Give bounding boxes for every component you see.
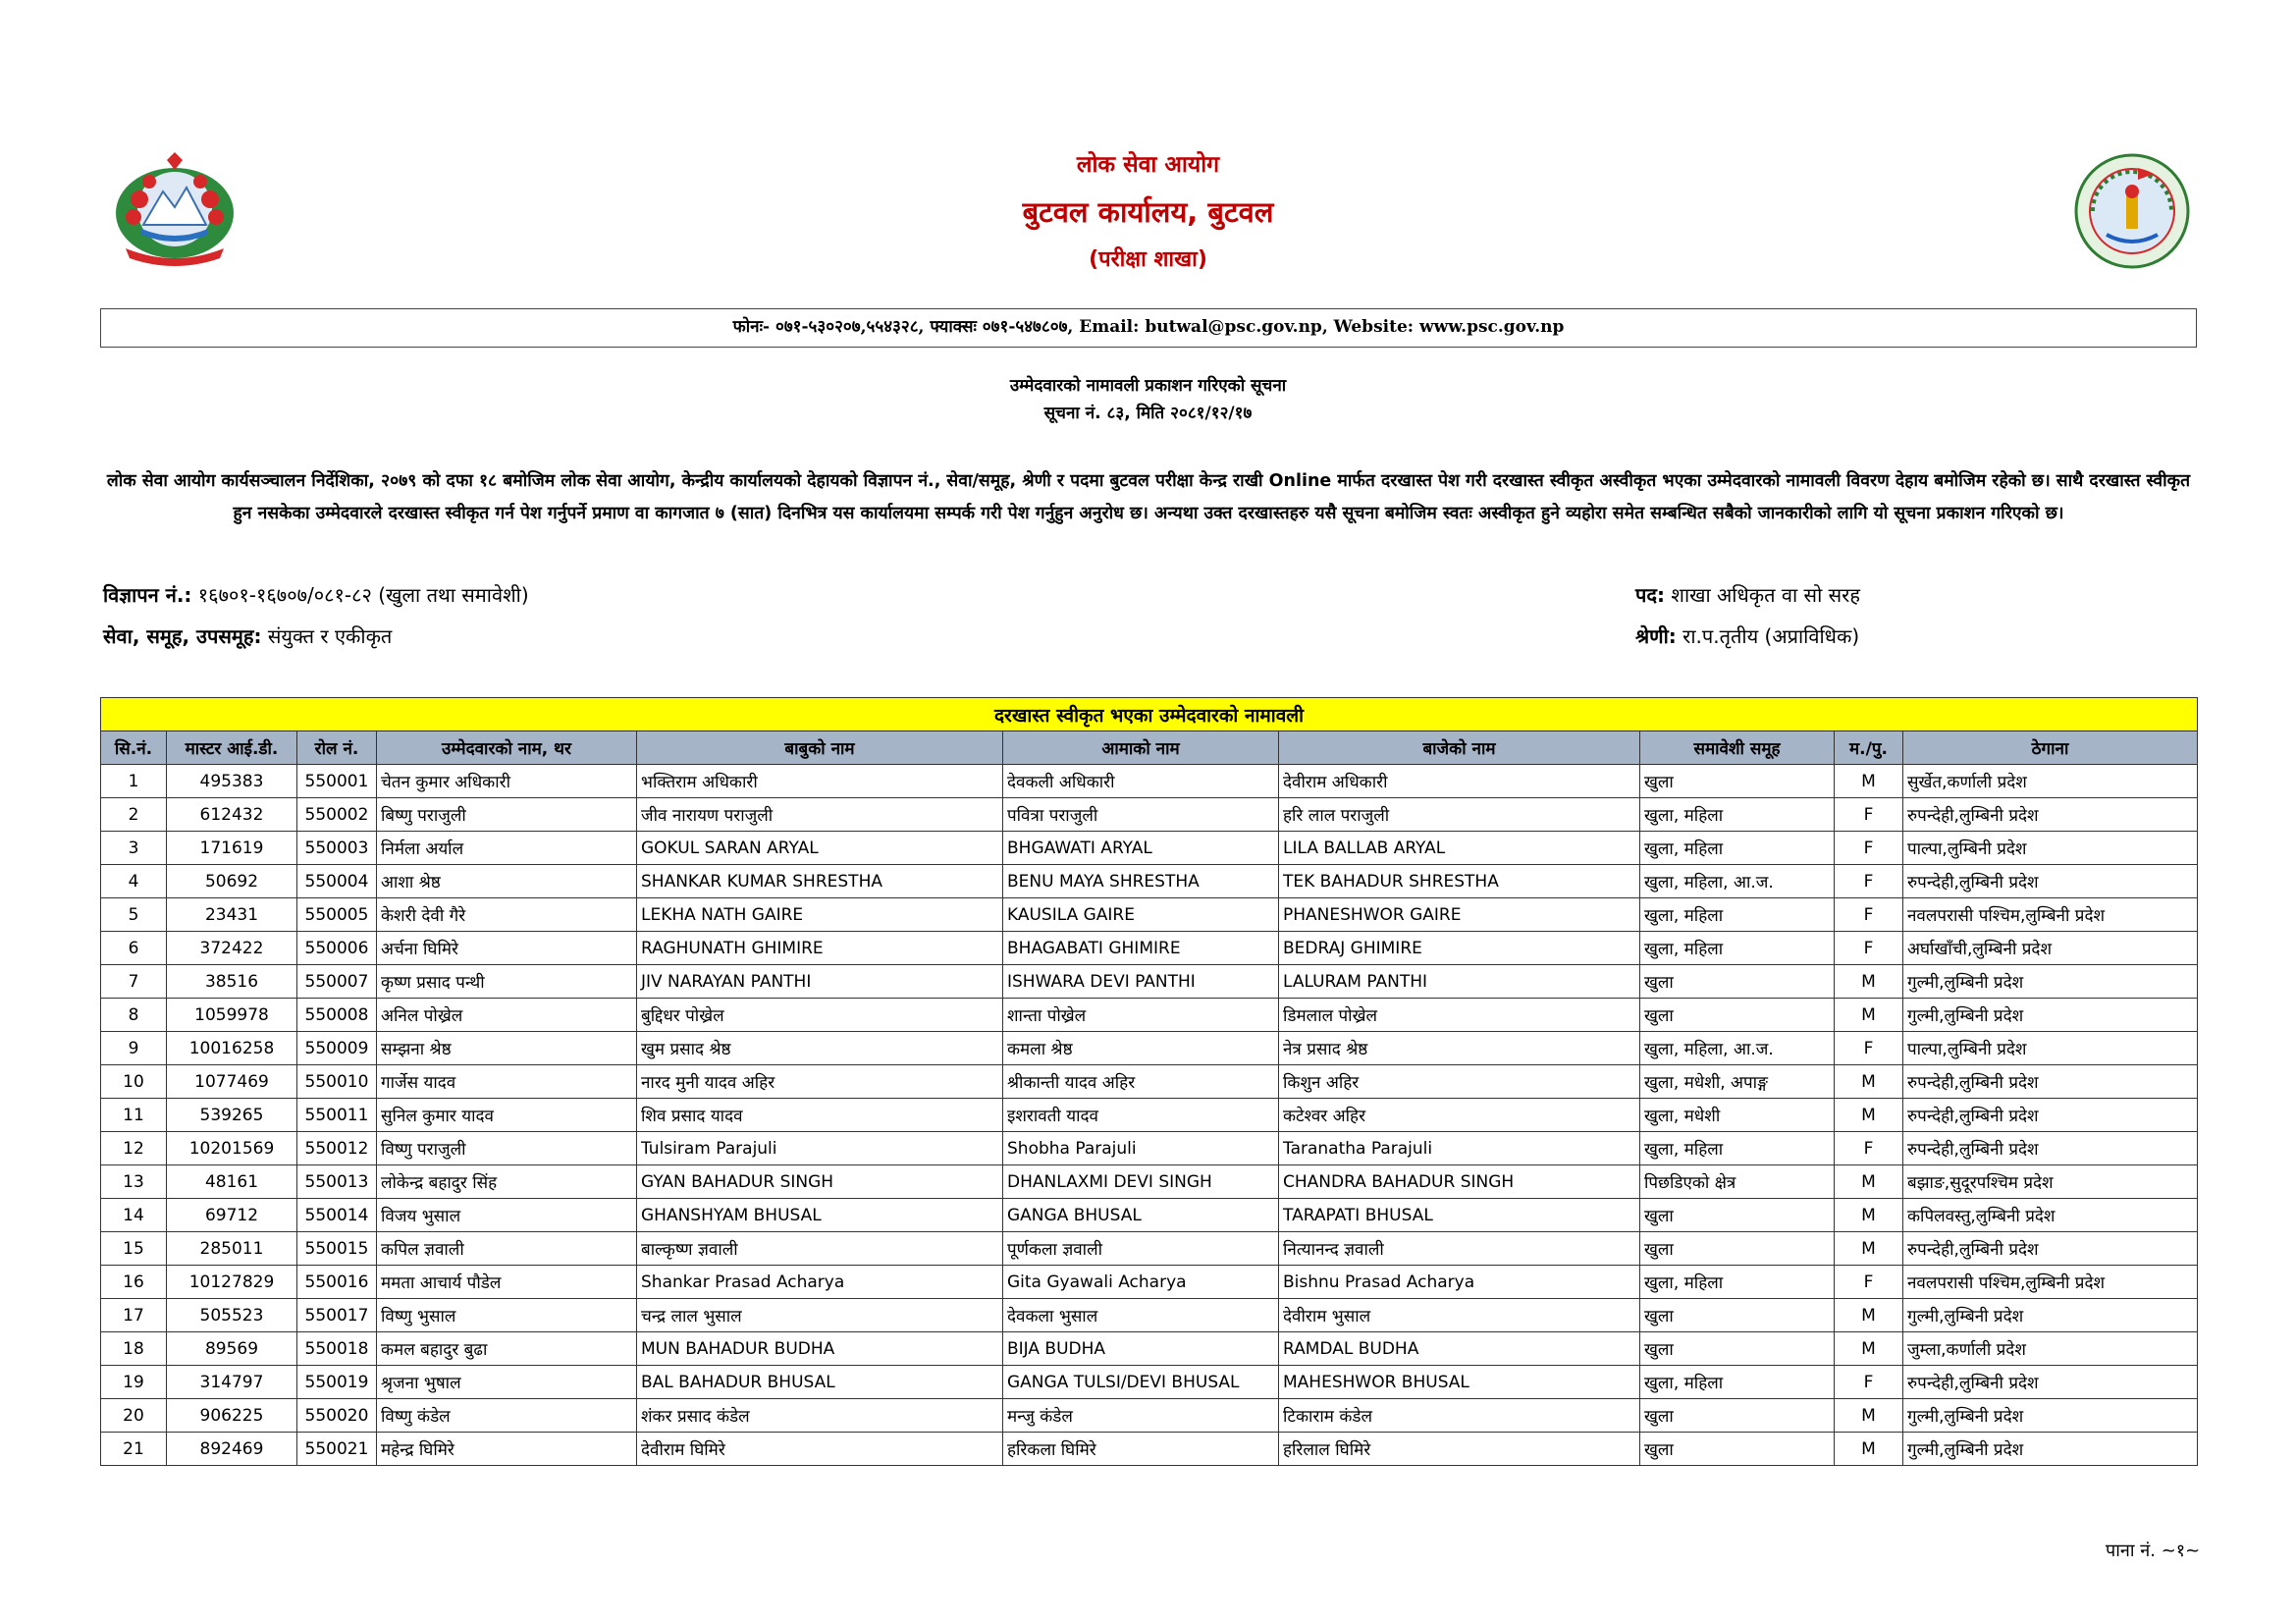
- father-name-cell: नारद मुनी यादव अहिर: [637, 1065, 1003, 1099]
- adv-label: विज्ञापन नं.:: [103, 583, 192, 607]
- service-value: संयुक्त र एकीकृत: [267, 624, 393, 648]
- grandfather-name-cell: नित्यानन्द ज्ञवाली: [1279, 1232, 1640, 1266]
- table-row: [101, 1165, 2198, 1199]
- table-row: [101, 798, 2198, 832]
- gender-cell: M: [1835, 1165, 1903, 1199]
- mother-name-cell: BIJA BUDHA: [1003, 1332, 1279, 1366]
- inclusion-group-cell: खुला, मधेशी: [1640, 1099, 1835, 1132]
- candidate-name-cell: अनिल पोख्रेल: [377, 999, 637, 1032]
- master-id-cell: 539265: [167, 1099, 297, 1132]
- inclusion-group-cell: खुला, महिला: [1640, 1366, 1835, 1399]
- mother-name-cell: पूर्णकला ज्ञवाली: [1003, 1232, 1279, 1266]
- inclusion-group-cell: खुला: [1640, 1399, 1835, 1433]
- father-name-cell: GOKUL SARAN ARYAL: [637, 832, 1003, 865]
- gender-cell: F: [1835, 798, 1903, 832]
- roll-no-cell: 550002: [297, 798, 377, 832]
- table-row: [101, 1099, 2198, 1132]
- column-header: उम्मेदवारको नाम, थर: [377, 731, 637, 765]
- table-row: [101, 1266, 2198, 1299]
- gender-cell: M: [1835, 1065, 1903, 1099]
- serial-cell: 4: [101, 865, 167, 898]
- serial-cell: 5: [101, 898, 167, 932]
- grandfather-name-cell: MAHESHWOR BHUSAL: [1279, 1366, 1640, 1399]
- address-cell: कपिलवस्तु,लुम्बिनी प्रदेश: [1903, 1199, 2198, 1232]
- column-header: रोल नं.: [297, 731, 377, 765]
- grandfather-name-cell: देवीराम अधिकारी: [1279, 765, 1640, 798]
- table-row: [101, 999, 2198, 1032]
- address-cell: रुपन्देही,लुम्बिनी प्रदेश: [1903, 798, 2198, 832]
- table-row: [101, 1299, 2198, 1332]
- father-name-cell: देवीराम घिमिरे: [637, 1433, 1003, 1466]
- grandfather-name-cell: किशुन अहिर: [1279, 1065, 1640, 1099]
- roll-no-cell: 550004: [297, 865, 377, 898]
- table-row: [101, 832, 2198, 865]
- master-id-cell: 38516: [167, 965, 297, 999]
- table-row: [101, 1065, 2198, 1099]
- gender-cell: F: [1835, 1132, 1903, 1165]
- table-caption-row: [101, 698, 2198, 731]
- mother-name-cell: BHGAWATI ARYAL: [1003, 832, 1279, 865]
- grandfather-name-cell: नेत्र प्रसाद श्रेष्ठ: [1279, 1032, 1640, 1065]
- candidate-name-cell: निर्मला अर्याल: [377, 832, 637, 865]
- master-id-cell: 10201569: [167, 1132, 297, 1165]
- roll-no-cell: 550003: [297, 832, 377, 865]
- father-name-cell: भक्तिराम अधिकारी: [637, 765, 1003, 798]
- grandfather-name-cell: देवीराम भुसाल: [1279, 1299, 1640, 1332]
- mother-name-cell: ISHWARA DEVI PANTHI: [1003, 965, 1279, 999]
- gender-cell: F: [1835, 832, 1903, 865]
- father-name-cell: बुद्दिधर पोख्रेल: [637, 999, 1003, 1032]
- mother-name-cell: DHANLAXMI DEVI SINGH: [1003, 1165, 1279, 1199]
- column-header: म./पु.: [1835, 731, 1903, 765]
- candidate-name-cell: विजय भुसाल: [377, 1199, 637, 1232]
- candidate-name-cell: महेन्द्र घिमिरे: [377, 1433, 637, 1466]
- mother-name-cell: देवकला भुसाल: [1003, 1299, 1279, 1332]
- serial-cell: 14: [101, 1199, 167, 1232]
- inclusion-group-cell: खुला: [1640, 999, 1835, 1032]
- gender-cell: M: [1835, 1199, 1903, 1232]
- gender-cell: F: [1835, 1366, 1903, 1399]
- serial-cell: 20: [101, 1399, 167, 1433]
- gender-cell: F: [1835, 898, 1903, 932]
- father-name-cell: GHANSHYAM BHUSAL: [637, 1199, 1003, 1232]
- table-row: [101, 765, 2198, 798]
- level-value: रा.प.तृतीय (अप्राविधिक): [1682, 624, 1860, 648]
- notice-title: उम्मेदवारको नामावली प्रकाशन गरिएको सूचना: [1009, 376, 1287, 396]
- grandfather-name-cell: BEDRAJ GHIMIRE: [1279, 932, 1640, 965]
- father-name-cell: GYAN BAHADUR SINGH: [637, 1165, 1003, 1199]
- master-id-cell: 612432: [167, 798, 297, 832]
- address-cell: अर्घाखाँची,लुम्बिनी प्रदेश: [1903, 932, 2198, 965]
- section-name: (परीक्षा शाखा): [1089, 247, 1207, 272]
- grandfather-name-cell: डिमलाल पोख्रेल: [1279, 999, 1640, 1032]
- grandfather-name-cell: टिकाराम कंडेल: [1279, 1399, 1640, 1433]
- mother-name-cell: BHAGABATI GHIMIRE: [1003, 932, 1279, 965]
- address-cell: नवलपरासी पश्चिम,लुम्बिनी प्रदेश: [1903, 1266, 2198, 1299]
- adv-value: १६७०१-१६७०७/०८१-८२ (खुला तथा समावेशी): [197, 583, 529, 607]
- roll-no-cell: 550018: [297, 1332, 377, 1366]
- roll-no-cell: 550007: [297, 965, 377, 999]
- master-id-cell: 1077469: [167, 1065, 297, 1099]
- table-row: [101, 898, 2198, 932]
- gender-cell: M: [1835, 1299, 1903, 1332]
- serial-cell: 6: [101, 932, 167, 965]
- notice-body: लोक सेवा आयोग कार्यसञ्चालन निर्देशिका, २०७९ को दफा १८ बमोजिम लोक सेवा आयोग, केन्द्रीय कार्यालयको देहायको विज्ञापन नं., सेवा/समूह, श्रेणी र पदमा बुटवल परीक्षा केन्द्र राखी Online मार्फत दरखास्त पेश गरी दरखास्त स्वीकृत अस्वीकृत भएका उम्मेदवारको नामावली विवरण देहाय बमोजिम रहेको छ। साथै दरखास्त स्वीकृत हुन नसकेका उम्मेदवारले दरखास्त स्वीकृत गर्न पेश गर्नुपर्ने प्रमाण वा कागजात ७ (सात) दिनभित्र यस कार्यालयमा सम्पर्क गरी पेश गर्नुहुन अनुरोध छ। अन्यथा उक्त दरखास्तहरु यसै सूचना बमोजिम स्वतः अस्वीकृत हुने व्यहोरा समेत सम्बन्धित सबैको जानकारीको लागि यो सूचना प्रकाशन गरिएको छ।: [106, 471, 2191, 523]
- address-cell: जुम्ला,कर्णाली प्रदेश: [1903, 1332, 2198, 1366]
- candidate-name-cell: विष्णु भुसाल: [377, 1299, 637, 1332]
- mother-name-cell: GANGA TULSI/DEVI BHUSAL: [1003, 1366, 1279, 1399]
- column-header: समावेशी समूह: [1640, 731, 1835, 765]
- candidate-name-cell: कमल बहादुर बुढा: [377, 1332, 637, 1366]
- post-value: शाखा अधिकृत वा सो सरह: [1671, 583, 1860, 607]
- master-id-cell: 10127829: [167, 1266, 297, 1299]
- roll-no-cell: 550019: [297, 1366, 377, 1399]
- serial-cell: 7: [101, 965, 167, 999]
- inclusion-group-cell: खुला, महिला, आ.ज.: [1640, 1032, 1835, 1065]
- inclusion-group-cell: खुला: [1640, 765, 1835, 798]
- inclusion-group-cell: खुला, महिला: [1640, 898, 1835, 932]
- gender-cell: M: [1835, 1433, 1903, 1466]
- serial-cell: 12: [101, 1132, 167, 1165]
- column-header: मास्टर आई.डी.: [167, 731, 297, 765]
- mother-name-cell: मन्जु कंडेल: [1003, 1399, 1279, 1433]
- candidate-name-cell: गार्जेस यादव: [377, 1065, 637, 1099]
- address-cell: गुल्मी,लुम्बिनी प्रदेश: [1903, 999, 2198, 1032]
- candidate-name-cell: ममता आचार्य पौडेल: [377, 1266, 637, 1299]
- father-name-cell: BAL BAHADUR BHUSAL: [637, 1366, 1003, 1399]
- mother-name-cell: इशरावती यादव: [1003, 1099, 1279, 1132]
- service-info: [103, 623, 392, 649]
- candidate-name-cell: लोकेन्द्र बहादुर सिंह: [377, 1165, 637, 1199]
- notice-number: सूचना नं. ८३, मिति २०८१/१२/१७: [1043, 404, 1253, 423]
- serial-cell: 18: [101, 1332, 167, 1366]
- inclusion-group-cell: खुला, महिला: [1640, 932, 1835, 965]
- mother-name-cell: शान्ता पोख्रेल: [1003, 999, 1279, 1032]
- master-id-cell: 892469: [167, 1433, 297, 1466]
- candidate-name-cell: कृष्ण प्रसाद पन्थी: [377, 965, 637, 999]
- inclusion-group-cell: खुला, महिला: [1640, 1132, 1835, 1165]
- master-id-cell: 906225: [167, 1399, 297, 1433]
- grandfather-name-cell: LALURAM PANTHI: [1279, 965, 1640, 999]
- address-cell: रुपन्देही,लुम्बिनी प्रदेश: [1903, 1099, 2198, 1132]
- grandfather-name-cell: Taranatha Parajuli: [1279, 1132, 1640, 1165]
- serial-cell: 2: [101, 798, 167, 832]
- table-row: [101, 1399, 2198, 1433]
- roll-no-cell: 550013: [297, 1165, 377, 1199]
- candidate-name-cell: सम्झना श्रेष्ठ: [377, 1032, 637, 1065]
- column-header: बाबुको नाम: [637, 731, 1003, 765]
- inclusion-group-cell: खुला, महिला: [1640, 1266, 1835, 1299]
- roll-no-cell: 550005: [297, 898, 377, 932]
- table-body: [101, 765, 2198, 1466]
- office-name: बुटवल कार्यालय, बुटवल: [1022, 195, 1274, 229]
- grandfather-name-cell: TEK BAHADUR SHRESTHA: [1279, 865, 1640, 898]
- serial-cell: 1: [101, 765, 167, 798]
- master-id-cell: 505523: [167, 1299, 297, 1332]
- table-caption: दरखास्त स्वीकृत भएका उम्मेदवारको नामावली: [101, 698, 2198, 731]
- table-row: [101, 1332, 2198, 1366]
- father-name-cell: शिव प्रसाद यादव: [637, 1099, 1003, 1132]
- grandfather-name-cell: CHANDRA BAHADUR SINGH: [1279, 1165, 1640, 1199]
- candidate-name-cell: अर्चना घिमिरे: [377, 932, 637, 965]
- serial-cell: 19: [101, 1366, 167, 1399]
- gender-cell: M: [1835, 999, 1903, 1032]
- father-name-cell: Shankar Prasad Acharya: [637, 1266, 1003, 1299]
- father-name-cell: Tulsiram Parajuli: [637, 1132, 1003, 1165]
- father-name-cell: MUN BAHADUR BUDHA: [637, 1332, 1003, 1366]
- grandfather-name-cell: PHANESHWOR GAIRE: [1279, 898, 1640, 932]
- candidate-name-cell: आशा श्रेष्ठ: [377, 865, 637, 898]
- serial-cell: 17: [101, 1299, 167, 1332]
- father-name-cell: LEKHA NATH GAIRE: [637, 898, 1003, 932]
- table-row: [101, 1433, 2198, 1466]
- roll-no-cell: 550012: [297, 1132, 377, 1165]
- inclusion-group-cell: खुला: [1640, 1433, 1835, 1466]
- roll-no-cell: 550001: [297, 765, 377, 798]
- address-cell: गुल्मी,लुम्बिनी प्रदेश: [1903, 1433, 2198, 1466]
- address-cell: बझाङ,सुदूरपश्चिम प्रदेश: [1903, 1165, 2198, 1199]
- inclusion-group-cell: खुला, महिला: [1640, 798, 1835, 832]
- master-id-cell: 69712: [167, 1199, 297, 1232]
- gender-cell: F: [1835, 1032, 1903, 1065]
- mother-name-cell: पवित्रा पराजुली: [1003, 798, 1279, 832]
- address-cell: रुपन्देही,लुम्बिनी प्रदेश: [1903, 1132, 2198, 1165]
- father-name-cell: JIV NARAYAN PANTHI: [637, 965, 1003, 999]
- column-header: सि.नं.: [101, 731, 167, 765]
- level-info: [1635, 623, 1859, 649]
- serial-cell: 15: [101, 1232, 167, 1266]
- roll-no-cell: 550010: [297, 1065, 377, 1099]
- father-name-cell: खुम प्रसाद श्रेष्ठ: [637, 1032, 1003, 1065]
- grandfather-name-cell: हरिलाल घिमिरे: [1279, 1433, 1640, 1466]
- candidate-name-cell: श्रृजना भुषाल: [377, 1366, 637, 1399]
- advertisement-info: [103, 581, 529, 608]
- column-header: बाजेको नाम: [1279, 731, 1640, 765]
- table-row: [101, 1232, 2198, 1266]
- table-row: [101, 865, 2198, 898]
- father-name-cell: शंकर प्रसाद कंडेल: [637, 1399, 1003, 1433]
- post-info: [1635, 581, 1860, 608]
- candidate-name-cell: विष्णु पराजुली: [377, 1132, 637, 1165]
- address-cell: रुपन्देही,लुम्बिनी प्रदेश: [1903, 1366, 2198, 1399]
- gender-cell: M: [1835, 1099, 1903, 1132]
- table-row: [101, 1366, 2198, 1399]
- column-header: आमाको नाम: [1003, 731, 1279, 765]
- table-row: [101, 965, 2198, 999]
- mother-name-cell: BENU MAYA SHRESTHA: [1003, 865, 1279, 898]
- address-cell: रुपन्देही,लुम्बिनी प्रदेश: [1903, 1232, 2198, 1266]
- father-name-cell: SHANKAR KUMAR SHRESTHA: [637, 865, 1003, 898]
- org-name: लोक सेवा आयोग: [1076, 152, 1220, 178]
- father-name-cell: बाल्कृष्ण ज्ञवाली: [637, 1232, 1003, 1266]
- grandfather-name-cell: Bishnu Prasad Acharya: [1279, 1266, 1640, 1299]
- table-row: [101, 1132, 2198, 1165]
- table-row: [101, 1032, 2198, 1065]
- address-cell: पाल्पा,लुम्बिनी प्रदेश: [1903, 1032, 2198, 1065]
- master-id-cell: 285011: [167, 1232, 297, 1266]
- mother-name-cell: Shobha Parajuli: [1003, 1132, 1279, 1165]
- serial-cell: 21: [101, 1433, 167, 1466]
- candidate-name-cell: बिष्णु पराजुली: [377, 798, 637, 832]
- address-cell: गुल्मी,लुम्बिनी प्रदेश: [1903, 1299, 2198, 1332]
- roll-no-cell: 550011: [297, 1099, 377, 1132]
- address-cell: पाल्पा,लुम्बिनी प्रदेश: [1903, 832, 2198, 865]
- master-id-cell: 372422: [167, 932, 297, 965]
- inclusion-group-cell: खुला, महिला: [1640, 832, 1835, 865]
- master-id-cell: 50692: [167, 865, 297, 898]
- master-id-cell: 10016258: [167, 1032, 297, 1065]
- table-row: [101, 932, 2198, 965]
- serial-cell: 16: [101, 1266, 167, 1299]
- address-cell: रुपन्देही,लुम्बिनी प्रदेश: [1903, 865, 2198, 898]
- mother-name-cell: GANGA BHUSAL: [1003, 1199, 1279, 1232]
- grandfather-name-cell: कटेश्वर अहिर: [1279, 1099, 1640, 1132]
- serial-cell: 13: [101, 1165, 167, 1199]
- inclusion-group-cell: खुला: [1640, 1232, 1835, 1266]
- level-label: श्रेणी:: [1635, 624, 1677, 648]
- master-id-cell: 314797: [167, 1366, 297, 1399]
- serial-cell: 11: [101, 1099, 167, 1132]
- inclusion-group-cell: पिछडिएको क्षेत्र: [1640, 1165, 1835, 1199]
- inclusion-group-cell: खुला: [1640, 1299, 1835, 1332]
- grandfather-name-cell: LILA BALLAB ARYAL: [1279, 832, 1640, 865]
- roll-no-cell: 550016: [297, 1266, 377, 1299]
- inclusion-group-cell: खुला: [1640, 1199, 1835, 1232]
- candidate-name-cell: केशरी देवी गैरे: [377, 898, 637, 932]
- roll-no-cell: 550006: [297, 932, 377, 965]
- gender-cell: M: [1835, 965, 1903, 999]
- serial-cell: 3: [101, 832, 167, 865]
- candidate-name-cell: विष्णु कंडेल: [377, 1399, 637, 1433]
- master-id-cell: 171619: [167, 832, 297, 865]
- candidate-name-cell: चेतन कुमार अधिकारी: [377, 765, 637, 798]
- master-id-cell: 89569: [167, 1332, 297, 1366]
- candidate-name-cell: कपिल ज्ञवाली: [377, 1232, 637, 1266]
- gender-cell: F: [1835, 1266, 1903, 1299]
- inclusion-group-cell: खुला: [1640, 965, 1835, 999]
- gender-cell: M: [1835, 1332, 1903, 1366]
- table-header-row: [101, 731, 2198, 765]
- roll-no-cell: 550014: [297, 1199, 377, 1232]
- column-header: ठेगाना: [1903, 731, 2198, 765]
- mother-name-cell: कमला श्रेष्ठ: [1003, 1032, 1279, 1065]
- father-name-cell: RAGHUNATH GHIMIRE: [637, 932, 1003, 965]
- address-cell: नवलपरासी पश्चिम,लुम्बिनी प्रदेश: [1903, 898, 2198, 932]
- service-label: सेवा, समूह, उपसमूह:: [103, 624, 262, 648]
- inclusion-group-cell: खुला: [1640, 1332, 1835, 1366]
- mother-name-cell: श्रीकान्ती यादव अहिर: [1003, 1065, 1279, 1099]
- table-row: [101, 1199, 2198, 1232]
- serial-cell: 9: [101, 1032, 167, 1065]
- mother-name-cell: KAUSILA GAIRE: [1003, 898, 1279, 932]
- inclusion-group-cell: खुला, मधेशी, अपाङ्ग: [1640, 1065, 1835, 1099]
- gender-cell: M: [1835, 1232, 1903, 1266]
- gender-cell: F: [1835, 932, 1903, 965]
- serial-cell: 10: [101, 1065, 167, 1099]
- address-cell: गुल्मी,लुम्बिनी प्रदेश: [1903, 1399, 2198, 1433]
- address-cell: गुल्मी,लुम्बिनी प्रदेश: [1903, 965, 2198, 999]
- candidate-table: [100, 697, 2198, 1466]
- roll-no-cell: 550021: [297, 1433, 377, 1466]
- address-cell: रुपन्देही,लुम्बिनी प्रदेश: [1903, 1065, 2198, 1099]
- roll-no-cell: 550015: [297, 1232, 377, 1266]
- roll-no-cell: 550017: [297, 1299, 377, 1332]
- father-name-cell: चन्द्र लाल भुसाल: [637, 1299, 1003, 1332]
- gender-cell: M: [1835, 765, 1903, 798]
- gender-cell: F: [1835, 865, 1903, 898]
- master-id-cell: 495383: [167, 765, 297, 798]
- post-label: पद:: [1635, 583, 1665, 607]
- roll-no-cell: 550009: [297, 1032, 377, 1065]
- father-name-cell: जीव नारायण पराजुली: [637, 798, 1003, 832]
- inclusion-group-cell: खुला, महिला, आ.ज.: [1640, 865, 1835, 898]
- master-id-cell: 23431: [167, 898, 297, 932]
- grandfather-name-cell: TARAPATI BHUSAL: [1279, 1199, 1640, 1232]
- page-number: पाना नं. ~१~: [2106, 1541, 2201, 1561]
- master-id-cell: 48161: [167, 1165, 297, 1199]
- grandfather-name-cell: हरि लाल पराजुली: [1279, 798, 1640, 832]
- contact-box: फोनः- ०७१-५३०२०७,५५४३२८, फ्याक्सः ०७१-५४७८०७, Email: butwal@psc.gov.np, Website: www.psc.gov.np: [100, 308, 2197, 348]
- roll-no-cell: 550020: [297, 1399, 377, 1433]
- candidate-name-cell: सुनिल कुमार यादव: [377, 1099, 637, 1132]
- mother-name-cell: देवकली अधिकारी: [1003, 765, 1279, 798]
- address-cell: सुर्खेत,कर्णाली प्रदेश: [1903, 765, 2198, 798]
- mother-name-cell: Gita Gyawali Acharya: [1003, 1266, 1279, 1299]
- serial-cell: 8: [101, 999, 167, 1032]
- grandfather-name-cell: RAMDAL BUDHA: [1279, 1332, 1640, 1366]
- master-id-cell: 1059978: [167, 999, 297, 1032]
- roll-no-cell: 550008: [297, 999, 377, 1032]
- gender-cell: M: [1835, 1399, 1903, 1433]
- mother-name-cell: हरिकला घिमिरे: [1003, 1433, 1279, 1466]
